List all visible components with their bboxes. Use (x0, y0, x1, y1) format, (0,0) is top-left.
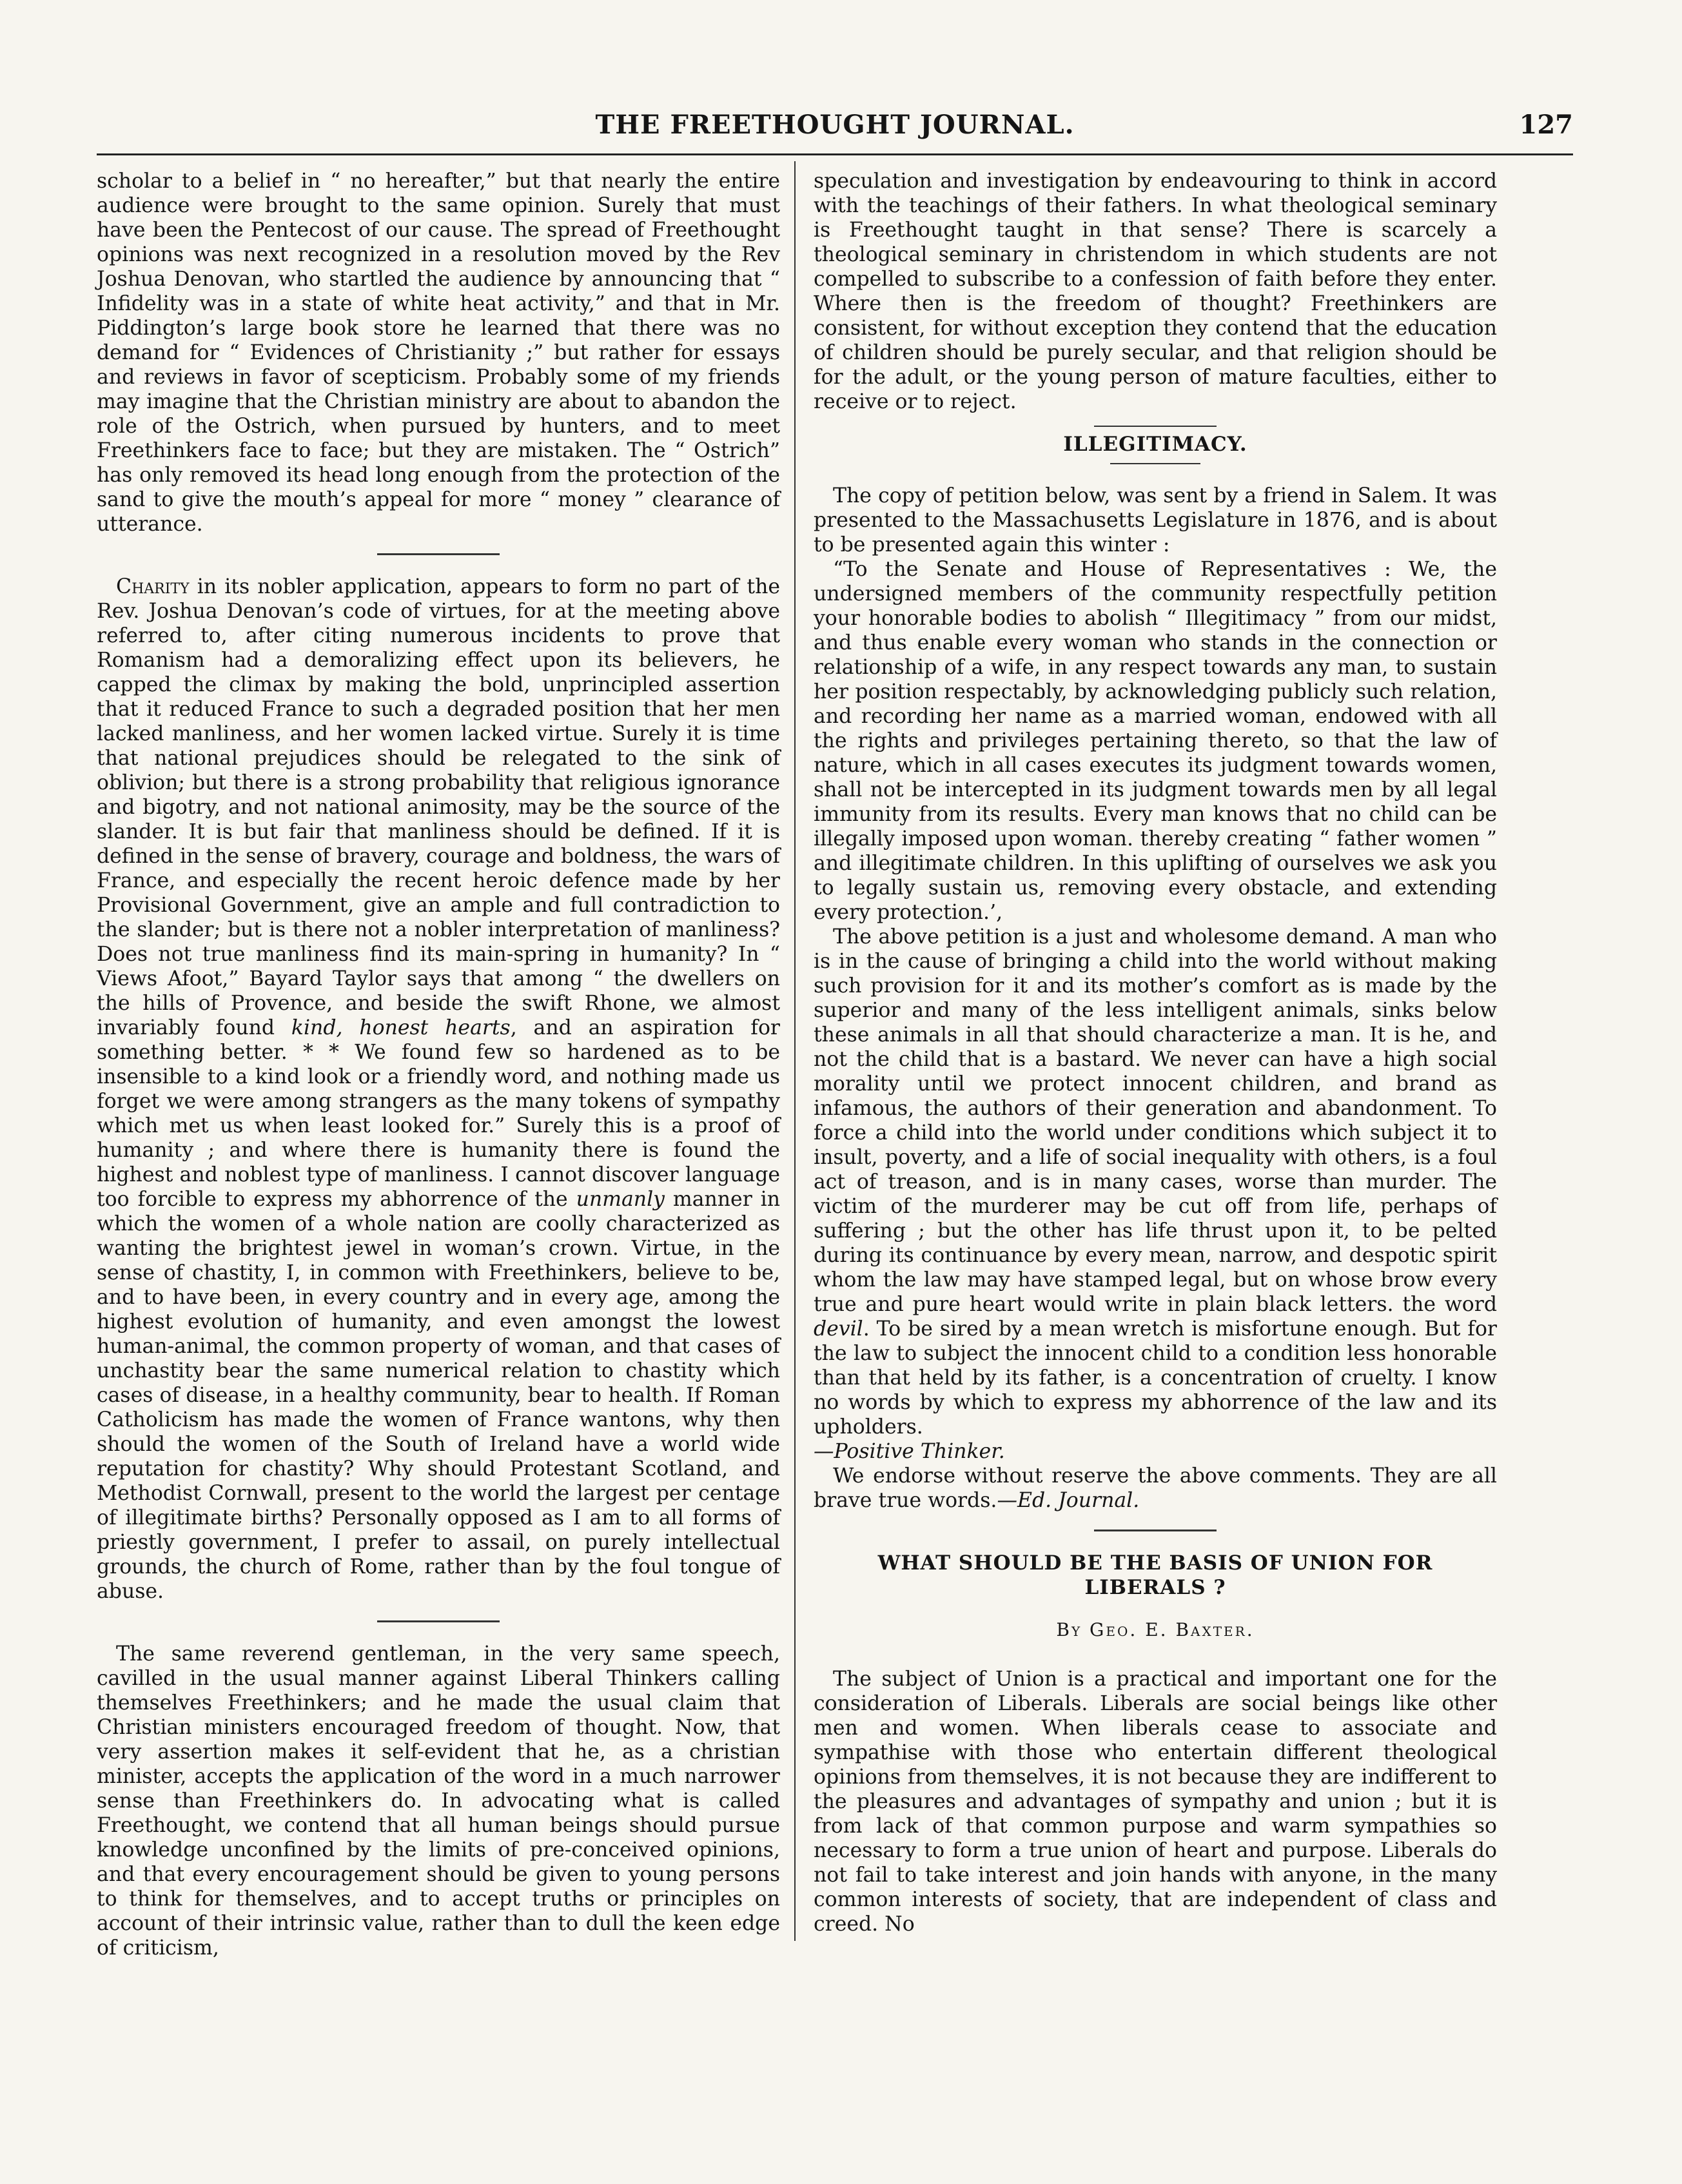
paragraph: The same reverend gentleman, in the very same speech, cavilled in the usual manner against Liberal Thinkers calling themselves Freethinkers; and he made the usual claim that Christian ministers encouraged freedom of thought. Now, that very assertion makes it self-evident that he, as a christian minister, accepts the application of the word in a much narrower sense than Freethinkers do. In advocating what is called Freethought, we contend that all human beings should pursue knowledge unconfined by the limits of pre-conceived opinions, and that every encouragement should be given to young persons to think for themselves, and to accept truths or principles on account of their intrinsic value, rather than to dull the keen edge of criticism, (97, 1642, 780, 1960)
section-heading: ILLEGITIMACY. (1063, 433, 1247, 456)
section-divider (377, 553, 500, 555)
text-run: in its nobler application, appears to form no part of the Rev. Joshua Denovan’s code of virtues, for at the meeting above referred to, after citing numerous incidents to prove that Romanism had a demoralizing effect upon its believers, he capped the climax by making the bold, unprincipled assertion that it reduced France to such a degraded position that her men lacked manliness, and her women lacked virtue. Surely it is time that national prejudices should be relegated to the sink of oblivion; but there is a strong probability that religious ignorance and bigotry, and not national animosity, may be the source of the slander. It is but fair that manliness should be defined. If it is defined in the sense of bravery, courage and boldness, the wars of France, and especially the recent heroic defence made by her Provisional Government, give an ample and full contradiction to the slander; but is there not a nobler interpretation of manliness? Does not true manliness find its main-spring in humanity? In “ Views Afoot,” Bayard Taylor says that among “ the dwellers on the hills of Provence, and beside the swift Rhone, we almost invariably found (97, 575, 780, 1039)
section-divider (1094, 426, 1217, 427)
page-number: 127 (1519, 110, 1573, 140)
section-divider (377, 1620, 500, 1622)
byline: By Geo. E. Baxter. (1056, 1619, 1255, 1640)
column-divider (794, 161, 796, 1941)
attribution: —Positive Thinker. (814, 1440, 1005, 1463)
paragraph (814, 1464, 1497, 1513)
journal-title: THE FREETHOUGHT JOURNAL. (595, 110, 1075, 140)
right-column (814, 169, 1497, 1936)
italic-text: devil (814, 1317, 863, 1341)
section-heading: WHAT SHOULD BE THE BASIS OF UNION FOR LIBERALS ? (877, 1551, 1433, 1599)
left-column (97, 169, 780, 1960)
section-divider (1094, 1530, 1217, 1531)
paragraph: The subject of Union is a practical and important one for the consideration of Liberals. Liberals are social beings like other men and women. When liberals cease to associate and sympathise with those who entertain different theological opinions from themselves, it is not because they are indifferent to the pleasures and advantages of sympathy and union ; but it is from lack of that common purpose and warm sympathies so necessary to form a true union of heart and purpose. Liberals do not fail to take interest and join hands with anyone, in the many common interests of society, that are independent of class and creed. No (814, 1668, 1497, 1936)
text-run: , and an aspiration for something better. * * We found few so hardened as to be insensible to a kind look or a friendly word, and nothing made us forget we were among strangers as the many tokens of sympathy which met us when least looked for.” Surely this is a proof of humanity ; and where there is humanity there is found the highest and noblest type of manliness. I cannot discover language too forcible to express my abhorrence of the (97, 1016, 780, 1211)
paragraph (814, 925, 1497, 1464)
editor-signature: —Ed. Journal. (997, 1489, 1140, 1512)
italic-text: kind, honest hearts (291, 1016, 511, 1039)
header-rule (97, 153, 1573, 155)
paragraph: speculation and investigation by endeavouring to think in accord with the teachings of their fathers. In what theological seminary is Freethought taught in that sense? There is scarcely a theological seminary in christendom in which students are not compelled to subscribe to a confession of faith before they enter. Where then is the freedom of thought? Freethinkers are consistent, for without exception they contend that the education of children should be purely secular, and that religion should be for the adult, or the young person of mature faculties, either to receive or to reject. (814, 170, 1497, 413)
text-run: manner in which the women of a whole nation are coolly characterized as wanting the brightest jewel in woman’s crown. Virtue, in the sense of chastity, I, in common with Freethinkers, believe to be, and to have been, in every country and in every age, among the highest evolution of humanity, and even amongst the lowest human-animal, the common property of woman, and that cases of unchastity bear the same numerical relation to chastity which cases of disease, in a healthy community, bear to health. If Roman Catholicism has made the women of France wantons, why then should the women of the South of Ireland have a world wide reputation for chastity? Why should Protestant Scotland, and Methodist Cornwall, present to the world the largest per centage of illegitimate births? Personally opposed as I am to all forms of priestly government, I prefer to assail, on purely intellectual grounds, the church of Rome, rather than by the foul tongue of abuse. (97, 1188, 781, 1603)
lead-word: Charity (116, 575, 190, 598)
text-run: The above petition is a just and wholesome demand. A man who is in the cause of bringing a child into the world without making such provision for it and its mother’s comfort as is made by the superior and many of the less intelligent animals, sinks below these animals in all that should characterize a man. It is he, and not the child that is a bastard. We never can have a high social morality until we protect innocent children, and brand as infamous, the authors of their generation and abandonment. To force a child into the world under conditions which subject it to insult, poverty, and a life of social inequality with others, is a foul act of treason, and is in many cases, worse than murder. The victim of the murderer may be cut off from life, perhaps of suffering ; but the other has life thrust upon it, to be pelted during its continuance by every mean, narrow, and despotic spirit whom the law may have stamped legal, but on whose brow every true and pure heart would write in plain black letters. the word (814, 925, 1497, 1316)
italic-text: unmanly (576, 1188, 665, 1211)
heading-rule (1110, 463, 1200, 464)
paragraph: scholar to a belief in “ no hereafter,” but that nearly the entire audience were brought to the same opinion. Surely that must have been the Pentecost of our cause. The spread of Freethought opinions was next recognized in a resolution moved by the Rev Joshua Denovan, who startled the audience by announcing that “ Infidelity was in a state of white heat activity,” and that in Mr. Piddington’s large book store he learned that there was no demand for “ Evidences of Christianity ;” but rather for essays and reviews in favor of scepticism. Probably some of my friends may imagine that the Christian ministry are about to abandon the role of the Ostrich, when pursued by hunters, and to meet Freethinkers face to face; but they are mistaken. The “ Ostrich” has only removed its head long enough from the protection of the sand to give the mouth’s appeal for more “ money ” clearance of utterance. (97, 170, 780, 536)
text-run: We endorse without reserve the above comments. They are all brave true words. (814, 1464, 1497, 1512)
running-header (97, 110, 1573, 148)
paragraph (97, 575, 780, 1604)
petition-text: “To the Senate and House of Representatives : We, the undersigned members of the community respectfully petition your honorable bodies to abolish “ Illegitimacy ” from our midst, and thus enable every woman who stands in the connection or relationship of a wife, in any respect towards any man, to sustain her position respectably, by acknowledging publicly such relation, and recording her name as a married woman, endowed with all the rights and privileges pertaining thereto, so that the law of nature, which in all cases executes its judgment towards women, shall not be intercepted in its judgment towards men by all legal immunity from its results. Every man knows that no child can be illegally imposed upon woman. thereby creating “ father women ” and illegitimate children. In this uplifting of ourselves we ask you to legally sustain us, removing every obstacle, and extending every protection.’, (814, 558, 1497, 924)
paragraph: The copy of petition below, was sent by a friend in Salem. It was presented to the Massachusetts Legislature in 1876, and is about to be presented again this winter : (814, 484, 1497, 556)
text-run: . To be sired by a mean wretch is misfortune enough. But for the law to subject the innocent child to a condition less honorable than that held by its father, is a concentration of cruelty. I know no words by which to express my abhorrence of the law and its upholders. (814, 1317, 1497, 1439)
